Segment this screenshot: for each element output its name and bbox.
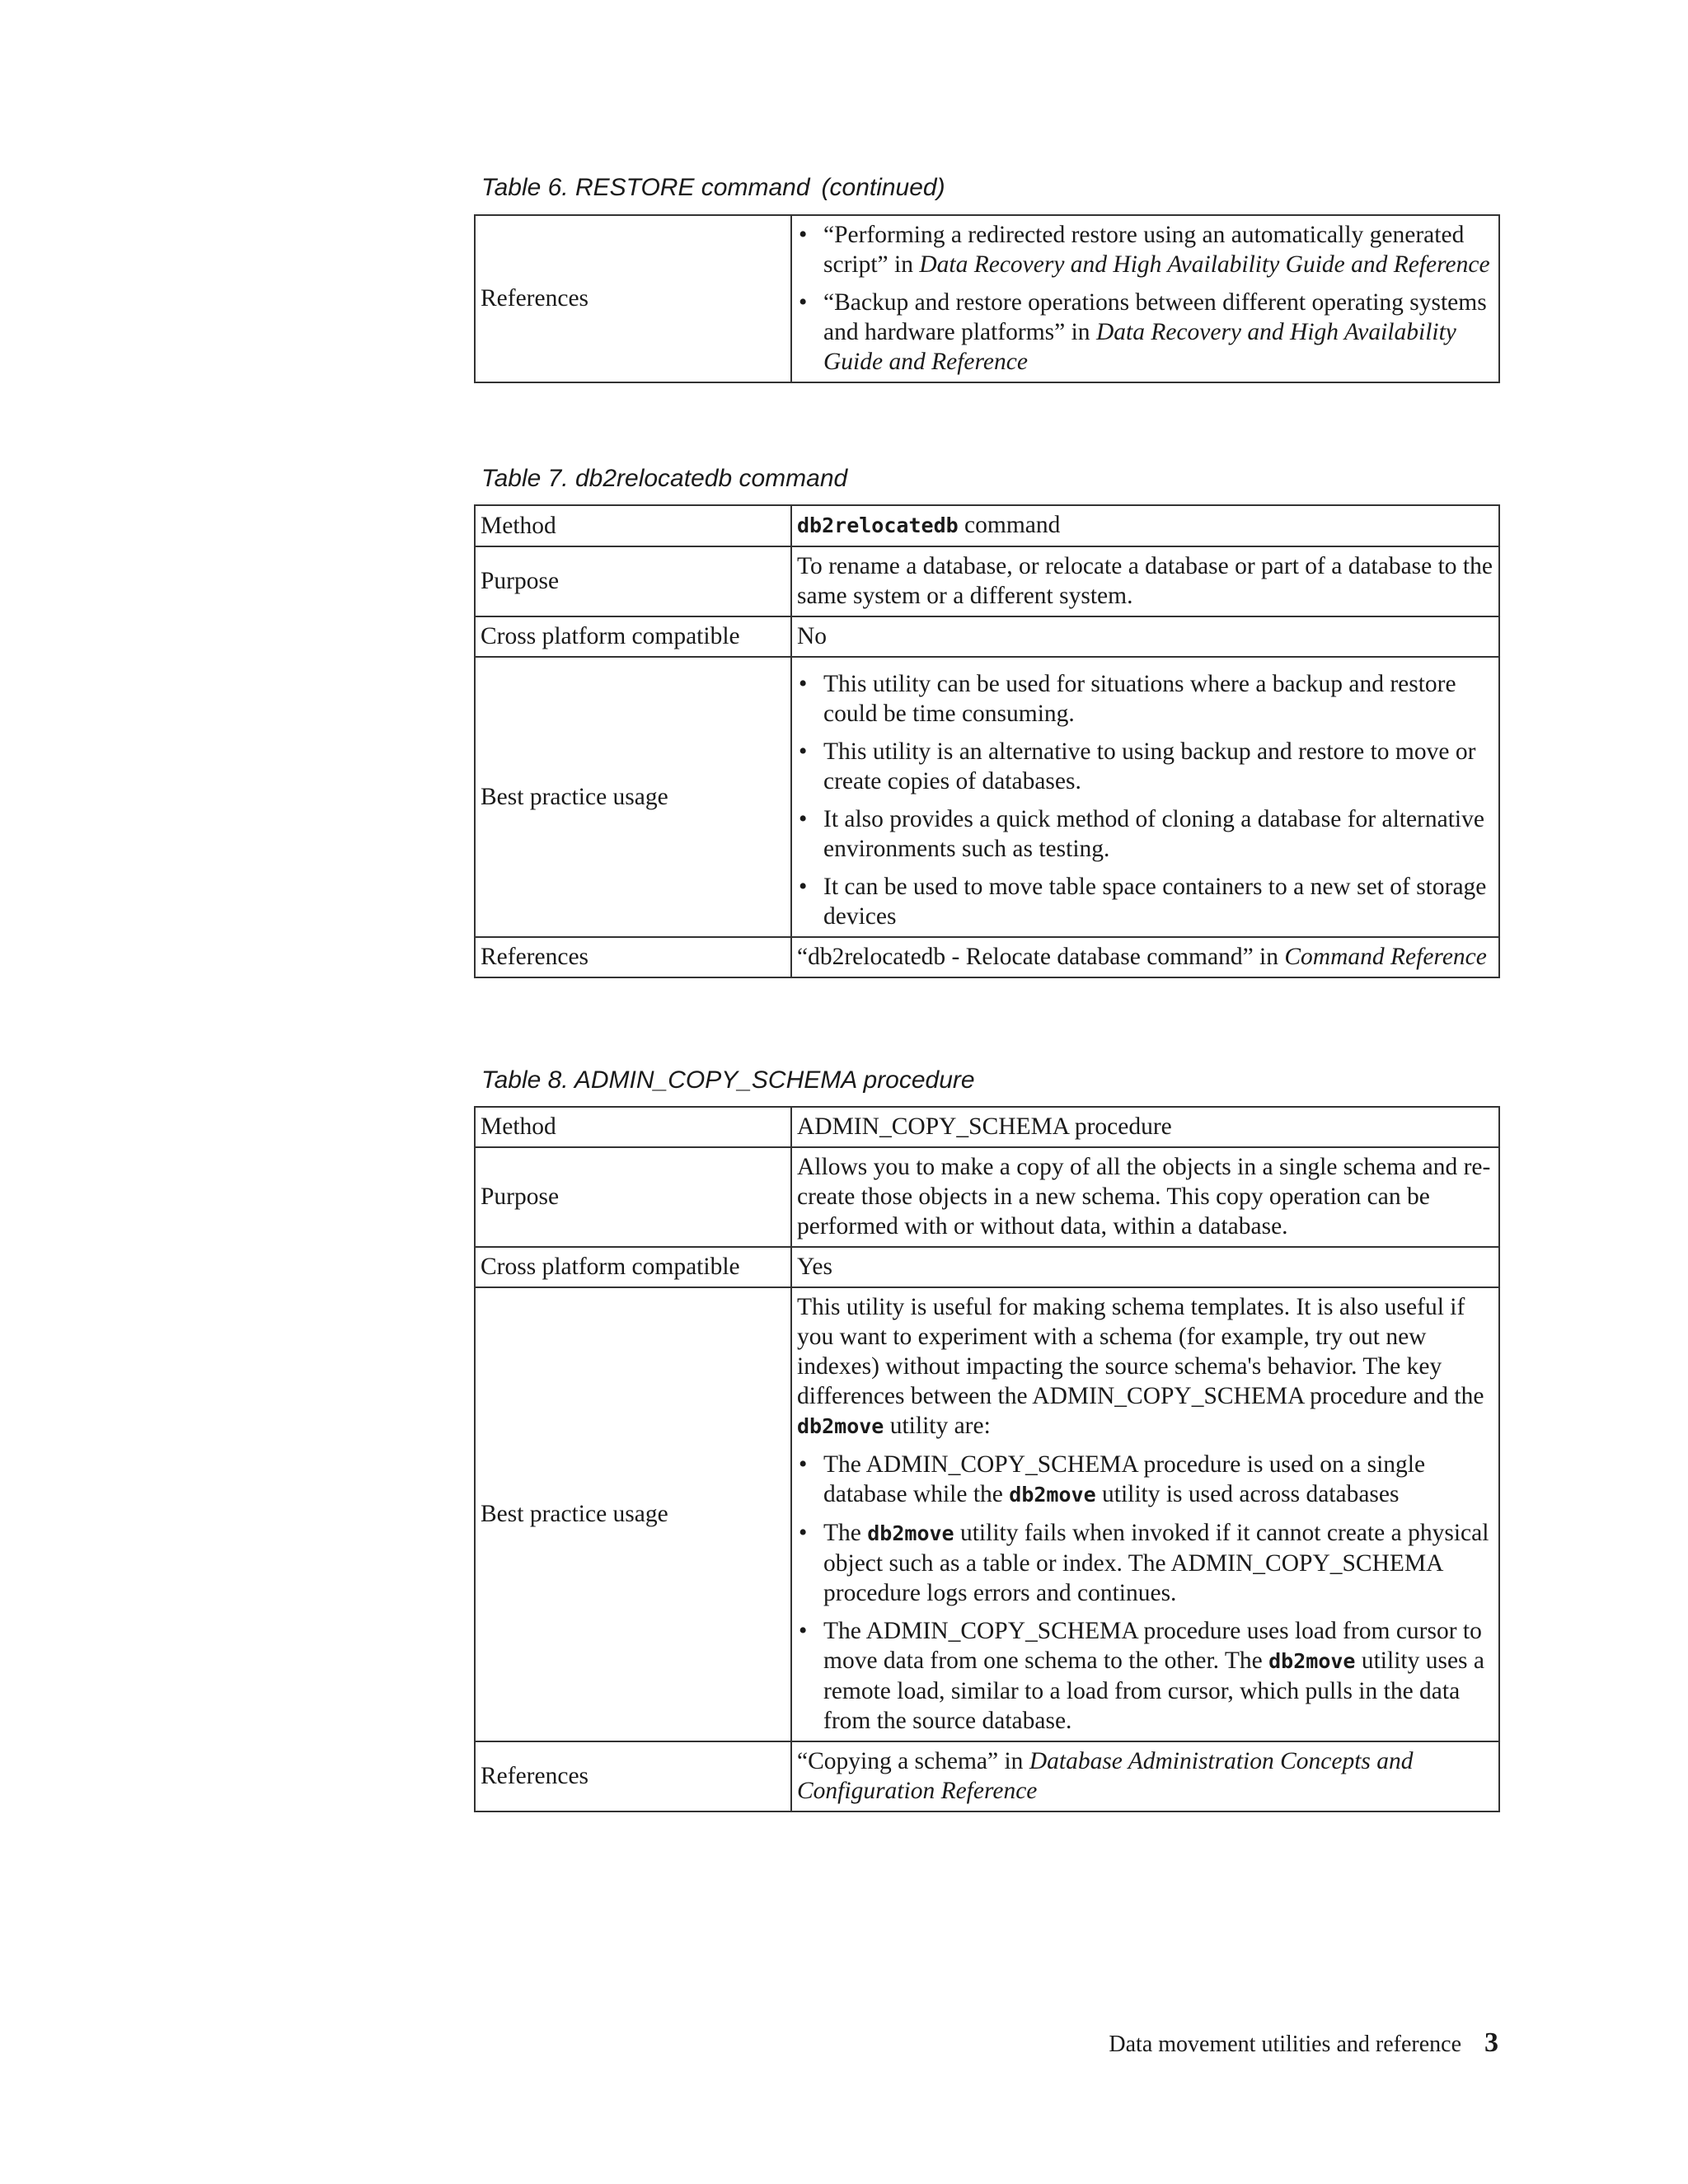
table6-caption-text: Table 6. RESTORE command xyxy=(481,174,810,201)
table7-purpose-label: Purpose xyxy=(475,546,791,616)
list-text: The ADMIN_COPY_SCHEMA procedure is used on a single database while the xyxy=(823,1451,1426,1507)
table8-cross-label: Cross platform compatible xyxy=(475,1247,791,1287)
table6-row-references xyxy=(475,215,1499,382)
reference-source: Command Reference xyxy=(1284,944,1487,970)
list-text: utility is used across databases xyxy=(1095,1481,1400,1507)
reference-text: “Backup and restore operations between different operating systems and hardware platforms” in xyxy=(823,289,1487,345)
table8-row-references xyxy=(475,1741,1499,1811)
table8-purpose-value: Allows you to make a copy of all the objects in a single schema and re-create those objects in a new schema. This copy operation can be performed with or without data, within a database. xyxy=(791,1147,1499,1247)
method-suffix: command xyxy=(958,512,1061,538)
list-item: • It can be used to move table space containers to a new set of storage devices xyxy=(797,872,1493,931)
table7 xyxy=(474,504,1500,978)
reference-source: Data Recovery and High Availability Guide and Reference xyxy=(823,319,1456,375)
list-item: • This utility can be used for situations where a backup and restore could be time consuming. xyxy=(797,669,1493,729)
table7-usage-cell xyxy=(791,657,1499,937)
table8-row-usage xyxy=(475,1287,1499,1741)
table7-purpose-value: To rename a database, or relocate a database or part of a database to the same system or a different system. xyxy=(791,546,1499,616)
table7-row-cross-platform xyxy=(475,616,1499,657)
command-name: db2move xyxy=(797,1414,884,1438)
table6-references-list xyxy=(797,220,1493,377)
table7-method-label: Method xyxy=(475,505,791,546)
table8-cross-value: Yes xyxy=(791,1247,1499,1287)
table8-usage-cell xyxy=(791,1287,1499,1741)
reference-text: “Performing a redirected restore using an automatically generated script” in xyxy=(823,222,1465,278)
list-item xyxy=(797,1616,1493,1736)
table7-cross-label: Cross platform compatible xyxy=(475,616,791,657)
table7-references-label: References xyxy=(475,937,791,977)
table8-row-method xyxy=(475,1107,1499,1147)
page-number: 3 xyxy=(1484,2027,1498,2058)
table7-usage-list xyxy=(797,669,1493,931)
table8-purpose-label: Purpose xyxy=(475,1147,791,1247)
table8-usage-label: Best practice usage xyxy=(475,1287,791,1741)
table6 xyxy=(474,214,1500,383)
table8-references-label: References xyxy=(475,1741,791,1811)
reference-source: Database Administration Concepts and Configuration Reference xyxy=(797,1748,1414,1804)
table7-method-value xyxy=(791,505,1499,546)
list-item xyxy=(797,288,1493,377)
table7-cross-value: No xyxy=(791,616,1499,657)
list-item xyxy=(797,220,1493,279)
table6-caption xyxy=(481,173,945,203)
list-text: The ADMIN_COPY_SCHEMA procedure uses load from cursor to move data from one schema to the other. The xyxy=(823,1618,1482,1674)
table8-row-purpose xyxy=(475,1147,1499,1247)
command-name: db2relocatedb xyxy=(797,513,959,537)
reference-text: “Copying a schema” in xyxy=(797,1748,1029,1774)
table6-references-label: References xyxy=(475,215,791,382)
table8-references-value xyxy=(791,1741,1499,1811)
table7-caption: Table 7. db2relocatedb command xyxy=(481,465,848,492)
list-text: The xyxy=(823,1520,868,1546)
table8-method-value: ADMIN_COPY_SCHEMA procedure xyxy=(791,1107,1499,1147)
table8-row-cross-platform xyxy=(475,1247,1499,1287)
table7-row-references xyxy=(475,937,1499,977)
table7-usage-label: Best practice usage xyxy=(475,657,791,937)
table8-method-label: Method xyxy=(475,1107,791,1147)
table8-caption: Table 8. ADMIN_COPY_SCHEMA procedure xyxy=(481,1066,975,1094)
page-footer xyxy=(1109,2027,1498,2059)
usage-intro-text: This utility is useful for making schema templates. It is also useful if you want to experiment with a schema (for example, try out new indexes) without impacting the source schema's behavior. The key differences between the ADMIN_COPY_SCHEMA procedure and the xyxy=(797,1294,1484,1409)
footer-title: Data movement utilities and reference xyxy=(1109,2032,1461,2057)
table6-caption-suffix: (continued) xyxy=(821,174,945,201)
list-item: • It also provides a quick method of cloning a database for alternative environments such as testing. xyxy=(797,804,1493,864)
reference-text: “db2relocatedb - Relocate database command” in xyxy=(797,944,1285,970)
list-text: utility uses a remote load, similar to a load from cursor, which pulls in the data from the source database. xyxy=(823,1647,1484,1734)
table8-usage-list xyxy=(797,1450,1493,1736)
reference-source: Data Recovery and High Availability Guide and Reference xyxy=(919,251,1490,278)
command-name: db2move xyxy=(1268,1649,1356,1673)
list-text: utility fails when invoked if it cannot create a physical object such as a table or index. The ADMIN_COPY_SCHEMA procedure logs errors and continues. xyxy=(823,1520,1489,1606)
command-name: db2move xyxy=(1009,1483,1096,1507)
table8-usage-intro xyxy=(797,1292,1493,1441)
table7-row-usage xyxy=(475,657,1499,937)
list-item: • This utility is an alternative to using backup and restore to move or create copies of databases. xyxy=(797,737,1493,796)
table7-references-value xyxy=(791,937,1499,977)
list-item xyxy=(797,1450,1493,1510)
table7-row-method xyxy=(475,505,1499,546)
usage-intro-text: utility are: xyxy=(884,1413,991,1439)
command-name: db2move xyxy=(867,1521,954,1545)
table7-row-purpose xyxy=(475,546,1499,616)
table6-references-cell xyxy=(791,215,1499,382)
list-item xyxy=(797,1518,1493,1608)
table8 xyxy=(474,1106,1500,1812)
